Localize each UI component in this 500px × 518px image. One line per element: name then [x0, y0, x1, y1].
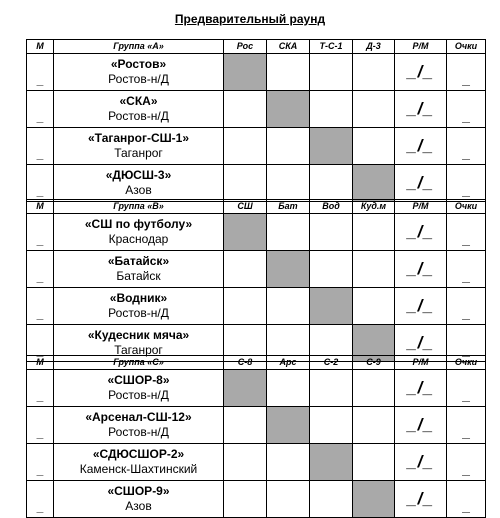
team-cell	[54, 54, 224, 91]
place-cell: _	[27, 251, 54, 288]
header-opponent-4: Д-3	[353, 40, 395, 54]
points-cell: _	[447, 91, 486, 128]
match-cell	[310, 214, 353, 251]
goals-cell: _/_	[395, 251, 447, 288]
place-cell: _	[27, 91, 54, 128]
match-cell	[310, 407, 353, 444]
team-cell	[54, 370, 224, 407]
team-cell	[54, 251, 224, 288]
match-cell	[353, 444, 395, 481]
match-cell	[310, 91, 353, 128]
match-cell	[224, 91, 267, 128]
match-cell	[353, 370, 395, 407]
team-cell	[54, 165, 224, 202]
team-cell	[54, 91, 224, 128]
team-row	[27, 54, 486, 91]
team-city: Таганрог	[114, 343, 163, 357]
goals-cell: _/_	[395, 370, 447, 407]
match-cell	[267, 481, 310, 518]
goals-cell: _/_	[395, 481, 447, 518]
header-group: Группа «А»	[54, 40, 224, 54]
header-opponent-3: Вод	[310, 200, 353, 214]
match-cell	[353, 128, 395, 165]
header-row	[27, 40, 486, 54]
match-cell	[353, 54, 395, 91]
header-row	[27, 356, 486, 370]
team-row	[27, 288, 486, 325]
team-city: Ростов-н/Д	[108, 425, 169, 439]
goals-cell: _/_	[395, 288, 447, 325]
goals-cell: _/_	[395, 128, 447, 165]
self-match-cell	[353, 481, 395, 518]
team-row	[27, 481, 486, 518]
match-cell	[224, 288, 267, 325]
match-cell	[224, 444, 267, 481]
match-cell	[267, 165, 310, 202]
place-cell: _	[27, 288, 54, 325]
match-cell	[224, 165, 267, 202]
team-city: Азов	[125, 499, 152, 513]
match-cell	[353, 407, 395, 444]
place-cell: _	[27, 407, 54, 444]
team-city: Азов	[125, 183, 152, 197]
header-place: М	[27, 200, 54, 214]
header-group: Группа «С»	[54, 356, 224, 370]
self-match-cell	[267, 91, 310, 128]
match-cell	[224, 407, 267, 444]
team-row	[27, 165, 486, 202]
team-row	[27, 370, 486, 407]
points-cell: _	[447, 407, 486, 444]
header-opponent-2: Бат	[267, 200, 310, 214]
match-cell	[224, 481, 267, 518]
match-cell	[267, 370, 310, 407]
header-goals: Р/М	[395, 200, 447, 214]
team-cell	[54, 481, 224, 518]
place-cell: _	[27, 54, 54, 91]
team-row	[27, 91, 486, 128]
header-opponent-2: Арс	[267, 356, 310, 370]
header-opponent-1: С-8	[224, 356, 267, 370]
goals-cell: _/_	[395, 214, 447, 251]
team-row	[27, 214, 486, 251]
team-name: «Арсенал-СШ-12»	[85, 410, 192, 424]
team-city: Ростов-н/Д	[108, 72, 169, 86]
match-cell	[353, 91, 395, 128]
header-opponent-3: С-2	[310, 356, 353, 370]
team-name: «СКА»	[119, 94, 158, 108]
place-cell: _	[27, 165, 54, 202]
place-cell: _	[27, 325, 54, 362]
team-row	[27, 407, 486, 444]
team-city: Ростов-н/Д	[108, 109, 169, 123]
points-cell: _	[447, 251, 486, 288]
self-match-cell	[267, 251, 310, 288]
header-points: Очки	[447, 40, 486, 54]
team-city: Ростов-н/Д	[108, 388, 169, 402]
header-opponent-2: СКА	[267, 40, 310, 54]
team-row	[27, 251, 486, 288]
self-match-cell	[310, 444, 353, 481]
match-cell	[353, 288, 395, 325]
match-cell	[267, 444, 310, 481]
goals-cell: _/_	[395, 325, 447, 362]
match-cell	[267, 288, 310, 325]
team-cell	[54, 407, 224, 444]
match-cell	[310, 54, 353, 91]
group-table-c	[26, 355, 486, 518]
place-cell: _	[27, 370, 54, 407]
header-points: Очки	[447, 356, 486, 370]
team-name: «СШ по футболу»	[84, 217, 193, 231]
team-name: «ДЮСШ-3»	[105, 168, 172, 182]
team-city: Каменск-Шахтинский	[79, 462, 198, 476]
points-cell: _	[447, 128, 486, 165]
team-name: «Батайск»	[107, 254, 170, 268]
header-opponent-1: СШ	[224, 200, 267, 214]
goals-cell: _/_	[395, 444, 447, 481]
header-group: Группа «В»	[54, 200, 224, 214]
page-title: Предварительный раунд	[174, 12, 326, 26]
header-opponent-4: С-9	[353, 356, 395, 370]
team-cell	[54, 128, 224, 165]
match-cell	[353, 214, 395, 251]
match-cell	[310, 370, 353, 407]
header-goals: Р/М	[395, 40, 447, 54]
self-match-cell	[310, 288, 353, 325]
goals-cell: _/_	[395, 54, 447, 91]
team-cell	[54, 288, 224, 325]
match-cell	[310, 251, 353, 288]
header-points: Очки	[447, 200, 486, 214]
goals-cell: _/_	[395, 91, 447, 128]
header-place: М	[27, 356, 54, 370]
header-opponent-3: Т-С-1	[310, 40, 353, 54]
team-name: «Ростов»	[110, 57, 167, 71]
header-row	[27, 200, 486, 214]
self-match-cell	[353, 165, 395, 202]
points-cell: _	[447, 444, 486, 481]
points-cell: _	[447, 325, 486, 362]
team-row	[27, 128, 486, 165]
match-cell	[267, 54, 310, 91]
match-cell	[267, 214, 310, 251]
header-place: М	[27, 40, 54, 54]
place-cell: _	[27, 214, 54, 251]
group-table-a	[26, 39, 486, 202]
team-city: Таганрог	[114, 146, 163, 160]
points-cell: _	[447, 54, 486, 91]
header-opponent-4: Куд.м	[353, 200, 395, 214]
team-row	[27, 444, 486, 481]
place-cell: _	[27, 128, 54, 165]
team-name: «СДЮСШОР-2»	[92, 447, 185, 461]
team-cell	[54, 214, 224, 251]
team-name: «Кудесник мяча»	[87, 328, 190, 342]
self-match-cell	[267, 407, 310, 444]
goals-cell: _/_	[395, 165, 447, 202]
points-cell: _	[447, 288, 486, 325]
match-cell	[224, 251, 267, 288]
header-opponent-1: Рос	[224, 40, 267, 54]
match-cell	[310, 481, 353, 518]
points-cell: _	[447, 370, 486, 407]
points-cell: _	[447, 481, 486, 518]
team-name: «Водник»	[109, 291, 168, 305]
match-cell	[353, 251, 395, 288]
self-match-cell	[224, 54, 267, 91]
goals-cell: _/_	[395, 407, 447, 444]
self-match-cell	[224, 214, 267, 251]
match-cell	[267, 128, 310, 165]
team-cell	[54, 444, 224, 481]
match-cell	[224, 128, 267, 165]
points-cell: _	[447, 214, 486, 251]
self-match-cell	[310, 128, 353, 165]
team-city: Батайск	[116, 269, 161, 283]
team-name: «СШОР-8»	[107, 373, 170, 387]
self-match-cell	[224, 370, 267, 407]
header-goals: Р/М	[395, 356, 447, 370]
place-cell: _	[27, 481, 54, 518]
team-city: Ростов-н/Д	[108, 306, 169, 320]
team-name: «СШОР-9»	[107, 484, 170, 498]
team-city: Краснодар	[108, 232, 169, 246]
points-cell: _	[447, 165, 486, 202]
place-cell: _	[27, 444, 54, 481]
team-name: «Таганрог-СШ-1»	[87, 131, 190, 145]
match-cell	[310, 165, 353, 202]
group-table-b	[26, 199, 486, 362]
